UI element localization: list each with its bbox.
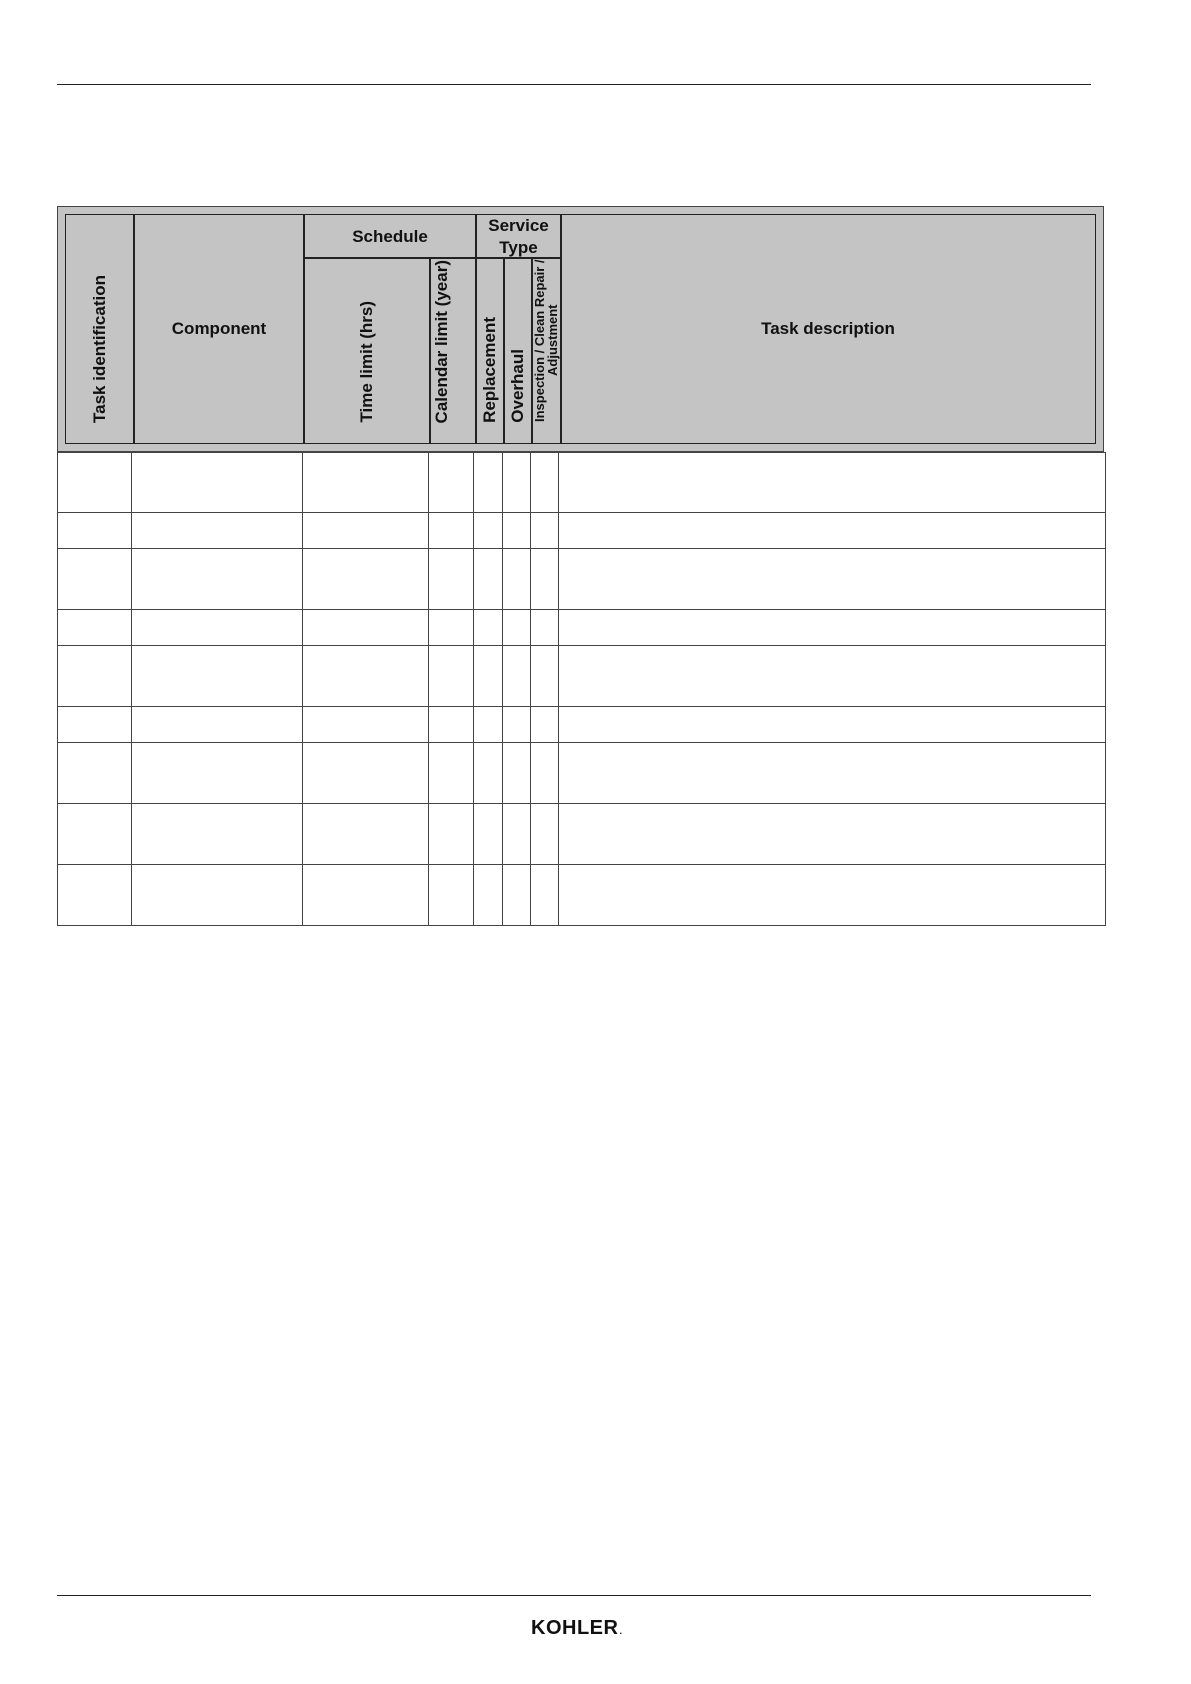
cell-component: [132, 804, 303, 864]
kohler-logo: KOHLER.: [531, 1617, 623, 1639]
header-service-type: Service Type: [475, 214, 562, 259]
cell-overhaul: [503, 549, 531, 609]
cell-overhaul: [503, 646, 531, 706]
header-task-description: Task description: [560, 214, 1096, 444]
header-calendar-limit: Calendar limit (year): [429, 257, 477, 444]
cell-calendar-limit: [429, 707, 474, 742]
cell-task-description: [559, 453, 1105, 512]
cell-task-id: [58, 610, 132, 645]
table-row: [58, 513, 1105, 549]
cell-calendar-limit: [429, 804, 474, 864]
cell-task-id: [58, 549, 132, 609]
cell-calendar-limit: [429, 549, 474, 609]
cell-inspection: [531, 610, 559, 645]
cell-task-description: [559, 707, 1105, 742]
header-replacement: Replacement: [475, 257, 505, 444]
cell-component: [132, 610, 303, 645]
table-row: [58, 865, 1105, 926]
footer-rule: [57, 1595, 1091, 1596]
header-overhaul: Overhaul: [503, 257, 533, 444]
cell-replacement: [474, 865, 503, 925]
table-row: [58, 610, 1105, 646]
cell-task-description: [559, 865, 1105, 925]
cell-inspection: [531, 646, 559, 706]
cell-replacement: [474, 743, 503, 803]
cell-time-limit: [303, 743, 429, 803]
cell-overhaul: [503, 707, 531, 742]
cell-task-id: [58, 865, 132, 925]
cell-time-limit: [303, 707, 429, 742]
table-row: [58, 707, 1105, 743]
cell-calendar-limit: [429, 865, 474, 925]
cell-task-id: [58, 646, 132, 706]
cell-overhaul: [503, 453, 531, 512]
cell-calendar-limit: [429, 610, 474, 645]
cell-replacement: [474, 646, 503, 706]
table-row: [58, 743, 1105, 804]
cell-inspection: [531, 865, 559, 925]
cell-calendar-limit: [429, 646, 474, 706]
cell-replacement: [474, 804, 503, 864]
cell-task-description: [559, 549, 1105, 609]
cell-calendar-limit: [429, 743, 474, 803]
cell-task-description: [559, 804, 1105, 864]
header-time-limit: Time limit (hrs): [303, 257, 431, 444]
cell-component: [132, 513, 303, 548]
cell-task-id: [58, 513, 132, 548]
cell-component: [132, 743, 303, 803]
cell-overhaul: [503, 610, 531, 645]
cell-task-description: [559, 610, 1105, 645]
cell-time-limit: [303, 646, 429, 706]
cell-component: [132, 707, 303, 742]
cell-overhaul: [503, 513, 531, 548]
cell-inspection: [531, 549, 559, 609]
cell-overhaul: [503, 743, 531, 803]
table-header: [57, 206, 1104, 452]
cell-task-id: [58, 453, 132, 512]
cell-replacement: [474, 513, 503, 548]
table-row: [58, 452, 1105, 513]
cell-task-description: [559, 646, 1105, 706]
cell-calendar-limit: [429, 513, 474, 548]
header-schedule: Schedule: [303, 214, 477, 259]
cell-replacement: [474, 610, 503, 645]
cell-component: [132, 453, 303, 512]
cell-time-limit: [303, 513, 429, 548]
cell-component: [132, 865, 303, 925]
table-row: [58, 804, 1105, 865]
cell-task-description: [559, 513, 1105, 548]
cell-task-id: [58, 804, 132, 864]
cell-inspection: [531, 707, 559, 742]
cell-inspection: [531, 743, 559, 803]
cell-inspection: [531, 513, 559, 548]
cell-component: [132, 549, 303, 609]
cell-component: [132, 646, 303, 706]
cell-time-limit: [303, 610, 429, 645]
table-row: [58, 549, 1105, 610]
cell-replacement: [474, 707, 503, 742]
header-task-identification: Task identification: [65, 214, 135, 444]
cell-calendar-limit: [429, 453, 474, 512]
header-component: Component: [133, 214, 305, 444]
cell-time-limit: [303, 804, 429, 864]
cell-time-limit: [303, 865, 429, 925]
cell-inspection: [531, 804, 559, 864]
table-row: [58, 646, 1105, 707]
cell-time-limit: [303, 549, 429, 609]
header-rule: [57, 84, 1091, 85]
cell-task-description: [559, 743, 1105, 803]
cell-overhaul: [503, 865, 531, 925]
cell-task-id: [58, 743, 132, 803]
cell-time-limit: [303, 453, 429, 512]
cell-replacement: [474, 453, 503, 512]
cell-inspection: [531, 453, 559, 512]
cell-replacement: [474, 549, 503, 609]
header-inspection-clean: Inspection / Clean Repair / Adjustment: [531, 257, 562, 444]
task-table-body: [57, 452, 1106, 926]
cell-overhaul: [503, 804, 531, 864]
cell-task-id: [58, 707, 132, 742]
